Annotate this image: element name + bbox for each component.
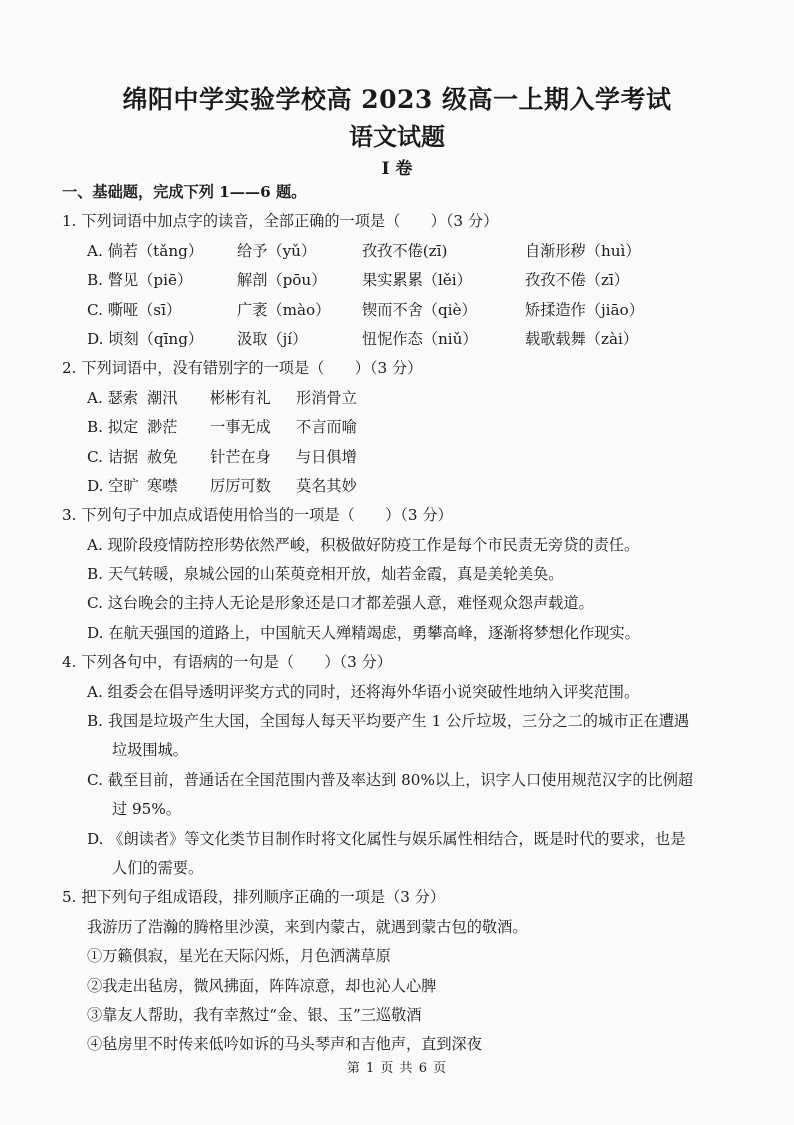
question-3-stem: 3. 下列句子中加点成语使用恰当的一项是（ ）（3 分） <box>62 506 453 525</box>
question-1-stem: 1. 下列词语中加点字的读音，全部正确的一项是（ ）（3 分） <box>62 212 499 231</box>
question-4-option-d: D. 《朗读者》等文化类节目制作时将文化属性与娱乐属性相结合，既是时代的要求，也是 <box>87 829 686 848</box>
question-5-item-1: ①万籁俱寂，星光在天际闪烁，月色洒满草原 <box>87 947 391 966</box>
question-3-option-a: A. 现阶段疫情防控形势依然严峻，积极做好防疫工作是每个市民责无旁贷的责任。 <box>87 535 640 554</box>
option-cell: C. 嘶哑（sī） <box>87 300 182 319</box>
option-cell: A. 瑟索 <box>87 388 138 407</box>
exam-volume: I 卷 <box>381 159 413 179</box>
option-cell: 不言而喻 <box>296 418 357 437</box>
option-cell: 孜孜不倦（zī） <box>525 271 629 290</box>
option-cell: 赦免 <box>147 447 178 466</box>
option-cell: D. 空旷 <box>87 476 139 495</box>
question-4-option-b-cont: 垃圾围城。 <box>112 741 188 760</box>
question-4-option-d-cont: 人们的需要。 <box>112 858 204 877</box>
option-cell: 彬彬有礼 <box>210 388 271 407</box>
option-cell: 载歌载舞（zài） <box>525 329 639 348</box>
option-cell: 忸怩作态（niǔ） <box>362 329 478 348</box>
question-5-lead: 我游历了浩瀚的腾格里沙漠，来到内蒙古，就遇到蒙古包的敬酒。 <box>87 917 528 936</box>
option-cell: 矫揉造作（jiāo） <box>525 300 644 319</box>
question-4-option-b: B. 我国是垃圾产生大国，全国每人每天平均要产生 1 公斤垃圾，三分之二的城市正在遭遇 <box>87 712 690 731</box>
option-cell: 解剖（pōu） <box>237 271 327 290</box>
option-cell: 寒噤 <box>147 476 178 495</box>
option-cell: D. 顷刻（qīng） <box>87 329 204 348</box>
option-cell: 自渐形秽（huì） <box>525 241 641 260</box>
option-cell: B. 瞥见（piē） <box>87 271 193 290</box>
question-1-option-d <box>62 325 758 354</box>
question-5-item-3: ③靠友人帮助，我有幸熬过“金、银、玉”三巡敬酒 <box>87 1005 422 1024</box>
question-1-option-c <box>62 296 758 325</box>
option-cell: 一事无成 <box>210 418 271 437</box>
question-4-option-c-cont: 过 95%。 <box>112 800 181 819</box>
option-cell: 潮汛 <box>147 388 178 407</box>
option-cell: 针芒在身 <box>210 447 271 466</box>
option-cell: B. 拟定 <box>87 418 139 437</box>
option-cell: 形消骨立 <box>296 388 357 407</box>
option-cell: 果实累累（lěi） <box>362 271 472 290</box>
exam-body <box>62 178 758 1060</box>
question-3-option-b: B. 天气转暖，泉城公园的山茱萸竞相开放，灿若金霞，真是美轮美奂。 <box>87 565 564 584</box>
question-5-stem: 5. 把下列句子组成语段，排列顺序正确的一项是（3 分） <box>62 888 446 907</box>
question-1-option-b <box>62 266 758 295</box>
option-cell: 渺茫 <box>147 418 178 437</box>
question-2-option-b <box>62 413 758 442</box>
option-cell: 莫名其妙 <box>296 476 357 495</box>
section-heading: 一、基础题，完成下列 1——6 题。 <box>62 183 307 201</box>
option-cell: 汲取（jí） <box>237 329 308 348</box>
question-2-option-d <box>62 472 758 501</box>
question-1-option-a <box>62 237 758 266</box>
question-3-option-d: D. 在航天强国的道路上，中国航天人殚精竭虑，勇攀高峰，逐渐将梦想化作现实。 <box>87 623 640 642</box>
exam-title: 绵阳中学实验学校高 2023 级高一上期入学考试 <box>122 85 672 114</box>
option-cell: 广袤（mào） <box>237 300 331 319</box>
question-2-option-a <box>62 384 758 413</box>
question-2-stem: 2. 下列词语中，没有错别字的一项是（ ）（3 分） <box>62 359 423 378</box>
question-4-option-c: C. 截至目前，普通话在全国范围内普及率达到 80%以上，识字人口使用规范汉字的比例超 <box>87 770 694 789</box>
option-cell: A. 倘若（tǎng） <box>87 241 204 260</box>
option-cell: 锲而不舍（qiè） <box>362 300 477 319</box>
question-5-item-2: ②我走出毡房，微风拂面，阵阵凉意，却也沁人心脾 <box>87 976 437 995</box>
page-number: 第 1 页 共 6 页 <box>346 1061 448 1076</box>
question-4-stem: 4. 下列各句中，有语病的一句是（ ）（3 分） <box>62 653 392 672</box>
question-3-option-c: C. 这台晚会的主持人无论是形象还是口才都差强人意，难怪观众怨声载道。 <box>87 594 594 613</box>
exam-subtitle: 语文试题 <box>349 122 445 151</box>
option-cell: 孜孜不倦(zī) <box>362 241 448 260</box>
question-5-item-4: ④毡房里不时传来低吟如诉的马头琴声和吉他声，直到深夜 <box>87 1035 482 1054</box>
option-cell: 与日俱增 <box>296 447 357 466</box>
question-4-option-a: A. 组委会在倡导透明评奖方式的同时，还将海外华语小说突破性地纳入评奖范围。 <box>87 682 640 701</box>
option-cell: 给予（yǔ） <box>237 241 317 260</box>
option-cell: C. 诘据 <box>87 447 139 466</box>
option-cell: 厉厉可数 <box>210 476 271 495</box>
question-2-option-c <box>62 443 758 472</box>
